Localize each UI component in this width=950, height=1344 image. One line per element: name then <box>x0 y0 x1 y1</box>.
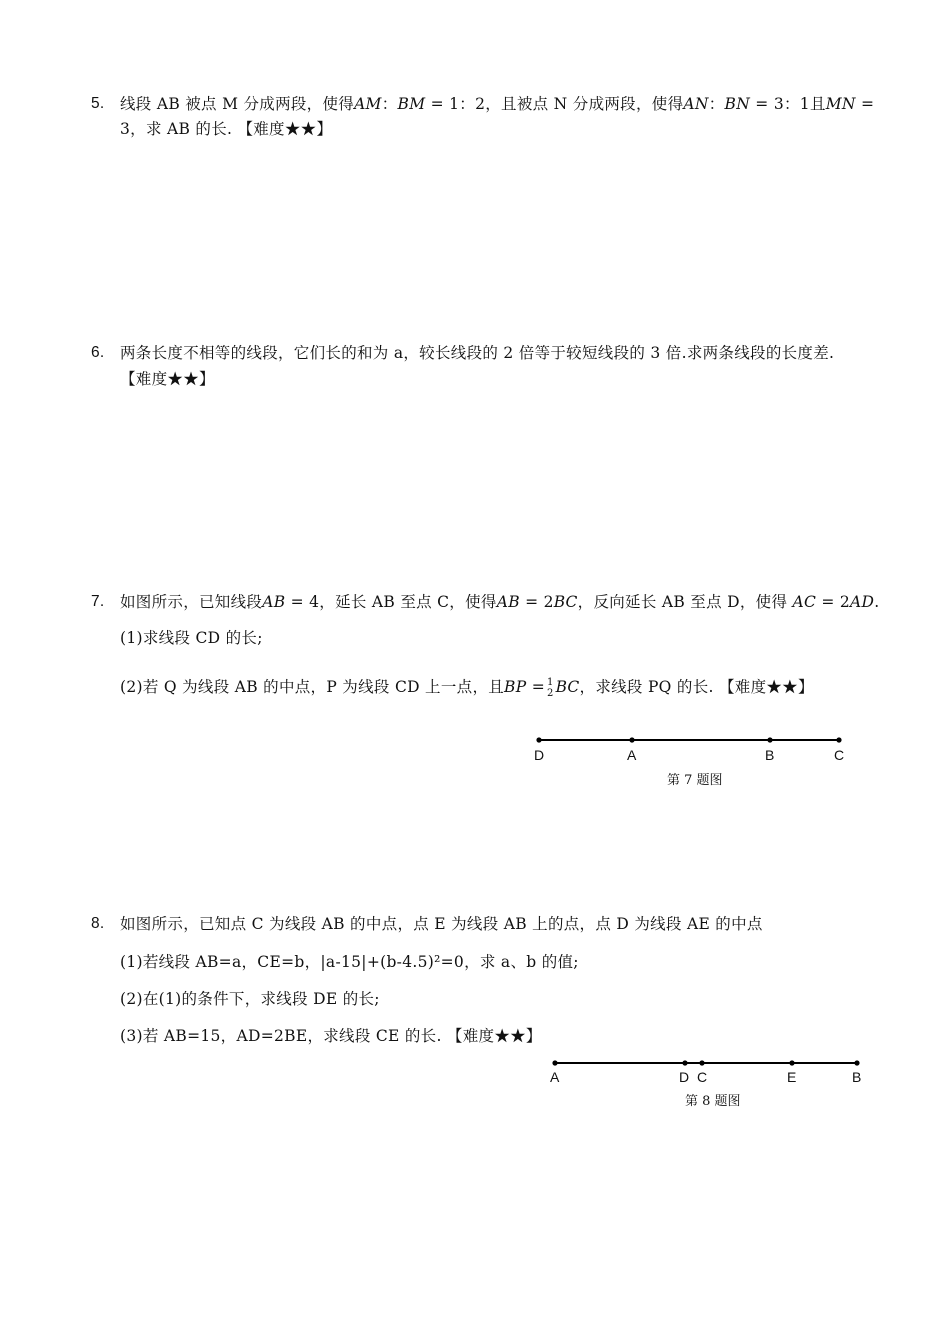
problem-7-line-3-after: 𝐵𝐶，求线段 PQ 的长. 【难度★★】 <box>555 678 814 696</box>
figure-8-point-e <box>789 1060 794 1065</box>
problem-5-line-2: 3，求 AB 的长. 【难度★★】 <box>120 120 333 138</box>
figure-8-label-d: D <box>679 1069 690 1085</box>
fraction-numerator: 1 <box>547 677 554 688</box>
problem-8-line-1: 如图所示，已知点 C 为线段 AB 的中点，点 E 为线段 AB 上的点，点 D 为线段 AE 的中点 <box>120 915 763 933</box>
figure-8-point-d <box>682 1060 687 1065</box>
problem-8-line-4: (3)若 AB=15，AD=2BE，求线段 CE 的长. 【难度★★】 <box>120 1027 542 1045</box>
problem-6-line-2: 【难度★★】 <box>120 370 215 388</box>
problem-6-line-1: 两条长度不相等的线段，它们长的和为 a，较长线段的 2 倍等于较短线段的 3 倍.求两条线段的长度差. <box>120 344 835 362</box>
fraction-one-half <box>547 677 554 699</box>
figure-8-caption: 第 8 题图 <box>685 1094 741 1109</box>
problem-5-number: 5. <box>91 95 105 112</box>
figure-7-caption: 第 7 题图 <box>667 773 723 788</box>
figure-8-point-b <box>854 1060 859 1065</box>
figure-7-label-b: B <box>765 747 775 763</box>
problem-8-line-2: (1)若线段 AB=a，CE=b，|a-15|+(b-4.5)²=0，求 a、b 的值; <box>120 953 579 971</box>
figure-8-point-a <box>552 1060 557 1065</box>
problem-8-number: 8. <box>91 915 105 932</box>
problem-7-number: 7. <box>91 593 105 610</box>
figure-7-point-d <box>536 737 541 742</box>
figure-7-point-a <box>629 737 634 742</box>
figure-8-point-c <box>699 1060 704 1065</box>
fraction-denominator: 2 <box>547 688 554 699</box>
problem-7-line-3 <box>120 677 814 699</box>
figure-7-label-d: D <box>534 747 545 763</box>
problem-5-line-1: 线段 AB 被点 M 分成两段，使得𝐴𝑀：𝐵𝑀 = 1：2，且被点 N 分成两段，使得𝐴𝑁：𝐵𝑁 = 3：1且𝑀𝑁 = <box>120 95 875 113</box>
figure-8-label-c: C <box>697 1069 708 1085</box>
problem-7-line-2: (1)求线段 CD 的长; <box>120 629 263 647</box>
problem-7-line-3-before: (2)若 Q 为线段 AB 的中点，P 为线段 CD 上一点，且𝐵𝑃 = <box>120 678 545 696</box>
problem-7-line-1: 如图所示，已知线段𝐴𝐵 = 4，延长 AB 至点 C，使得𝐴𝐵 = 2𝐵𝐶，反向延长 AB 至点 D，使得 𝐴𝐶 = 2𝐴𝐷. <box>120 593 880 611</box>
figure-8-label-e: E <box>787 1069 797 1085</box>
figure-7-point-c <box>836 737 841 742</box>
figure-7-point-b <box>767 737 772 742</box>
figure-8-label-a: A <box>550 1069 560 1085</box>
figure-7-label-c: C <box>834 747 845 763</box>
figure-8-label-b: B <box>852 1069 862 1085</box>
figure-7-label-a: A <box>627 747 637 763</box>
problem-8-line-3: (2)在(1)的条件下，求线段 DE 的长; <box>120 990 380 1008</box>
problem-6-number: 6. <box>91 344 105 361</box>
